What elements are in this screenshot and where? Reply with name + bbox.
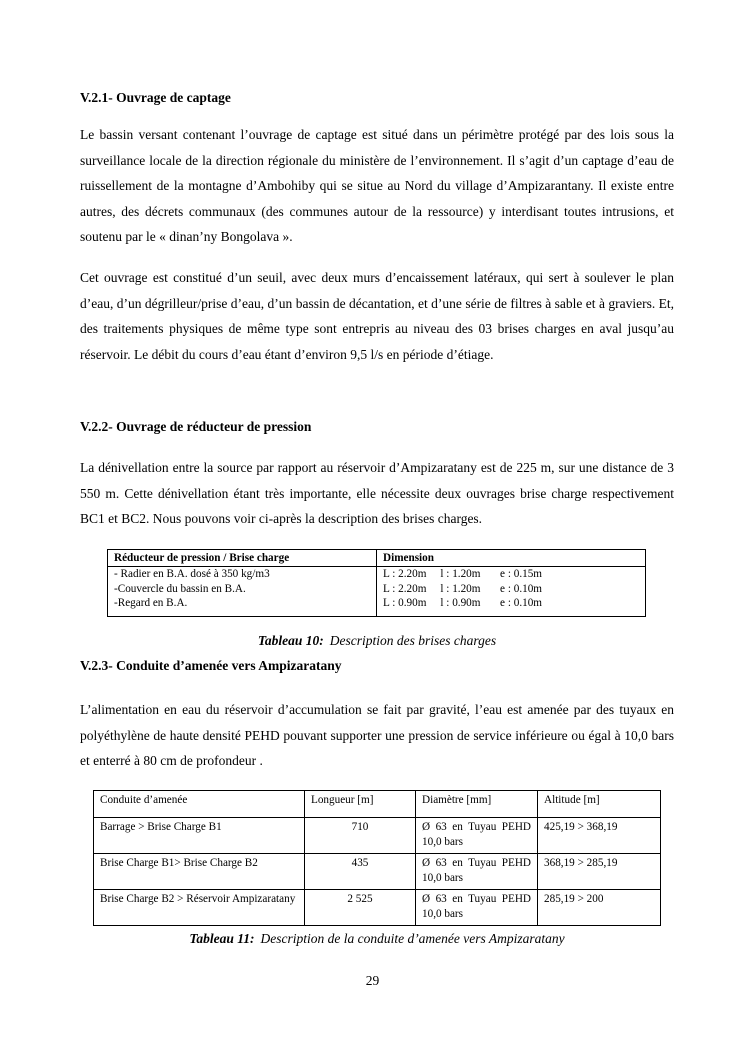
- table-caption-10: [80, 633, 674, 649]
- table-header-cell: Altitude [m]: [538, 791, 661, 818]
- table-header-cell: Dimension: [377, 550, 646, 567]
- table-header-cell: Conduite d’amenée: [94, 791, 305, 818]
- table-cell: Brise Charge B1> Brise Charge B2: [94, 854, 305, 890]
- table-cell: Ø 63 en Tuyau PEHD 10,0 bars: [416, 890, 538, 926]
- caption-text: Description de la conduite d’amenée vers Ampizaratany: [260, 931, 565, 946]
- table-row: [108, 596, 646, 616]
- table-cell: L : 0.90m l : 0.90m e : 0.10m: [377, 596, 646, 616]
- table-brises-charges: [107, 549, 646, 617]
- table-cell: Ø 63 en Tuyau PEHD 10,0 bars: [416, 854, 538, 890]
- paragraph-221-2: Cet ouvrage est constitué d’un seuil, avec deux murs d’encaissement latéraux, qui sert à soulever le plan d’eau, d’un dégrilleur/prise d’eau, d’un bassin de décantation, et d’une série de filtres à sable et à graviers. Et, des traitements physiques de même type sont entrepris au niveau des 03 brises charges en aval jusqu’au réservoir. Le débit du cours d’eau étant d’environ 9,5 l/s en période d’étiage.: [80, 270, 674, 362]
- caption-label: Tableau 10:: [257, 633, 324, 648]
- table-cell: -Couvercle du bassin en B.A.: [108, 582, 377, 597]
- table-cell: Barrage > Brise Charge B1: [94, 818, 305, 854]
- table-cell: Brise Charge B2 > Réservoir Ampizaratany: [94, 890, 305, 926]
- table-cell: 368,19 > 285,19: [538, 854, 661, 890]
- paragraph-222-1: La dénivellation entre la source par rapport au réservoir d’Ampizaratany est de 225 m, sur une distance de 3 550 m. Cette dénivellation étant très importante, elle nécessite deux ouvrages brise charge respectivement BC1 et BC2. Nous pouvons voir ci-après la description des brises charges.: [80, 460, 674, 526]
- caption-label: Tableau 11:: [189, 931, 255, 946]
- table-cell: -Regard en B.A.: [108, 596, 377, 616]
- page-number: 29: [365, 973, 380, 988]
- table-header-cell: Longueur [m]: [305, 791, 416, 818]
- table-row: [108, 582, 646, 597]
- table-header-row: [94, 791, 661, 818]
- table-conduite-amenee: [93, 790, 661, 926]
- table-header-cell: Diamètre [mm]: [416, 791, 538, 818]
- table-cell: 2 525: [305, 890, 416, 926]
- section-heading-221: V.2.1- Ouvrage de captage: [80, 90, 231, 105]
- section-heading-222: V.2.2- Ouvrage de réducteur de pression: [80, 419, 312, 434]
- table-cell: L : 2.20m l : 1.20m e : 0.15m: [377, 567, 646, 582]
- table-cell: L : 2.20m l : 1.20m e : 0.10m: [377, 582, 646, 597]
- table-cell: 435: [305, 854, 416, 890]
- table-cell: - Radier en B.A. dosé à 350 kg/m3: [108, 567, 377, 582]
- table-cell: 285,19 > 200: [538, 890, 661, 926]
- caption-text: Description des brises charges: [329, 633, 497, 648]
- table-row: [94, 818, 661, 854]
- table-row: [94, 890, 661, 926]
- table-caption-11: [80, 931, 674, 947]
- table-row: [94, 854, 661, 890]
- table-cell: 425,19 > 368,19: [538, 818, 661, 854]
- table-cell: 710: [305, 818, 416, 854]
- paragraph-221-1: Le bassin versant contenant l’ouvrage de captage est situé dans un périmètre protégé par des lois sous la surveillance locale de la direction régionale du ministère de l’environnement. Il s’agit d’un captage d’eau de ruissellement de la montagne d’Ambohiby qui se situe au Nord du village d’Ampizarantany. Il existe entre autres, des décrets communaux (des communes autour de la ressource) y interdisant toutes intrusions, et soutenu par le « dinan’ny Bongolava ».: [80, 127, 674, 244]
- table-header-cell: Réducteur de pression / Brise charge: [108, 550, 377, 567]
- table-header-row: [108, 550, 646, 567]
- section-heading-223: V.2.3- Conduite d’amenée vers Ampizaratany: [80, 658, 342, 673]
- table-cell: Ø 63 en Tuyau PEHD 10,0 bars: [416, 818, 538, 854]
- table-row: [108, 567, 646, 582]
- paragraph-223-1: L’alimentation en eau du réservoir d’accumulation se fait par gravité, l’eau est amenée par des tuyaux en polyéthylène de haute densité PEHD pouvant supporter une pression de service inférieure ou égal à 10,0 bars et enterré à 80 cm de profondeur .: [80, 702, 674, 768]
